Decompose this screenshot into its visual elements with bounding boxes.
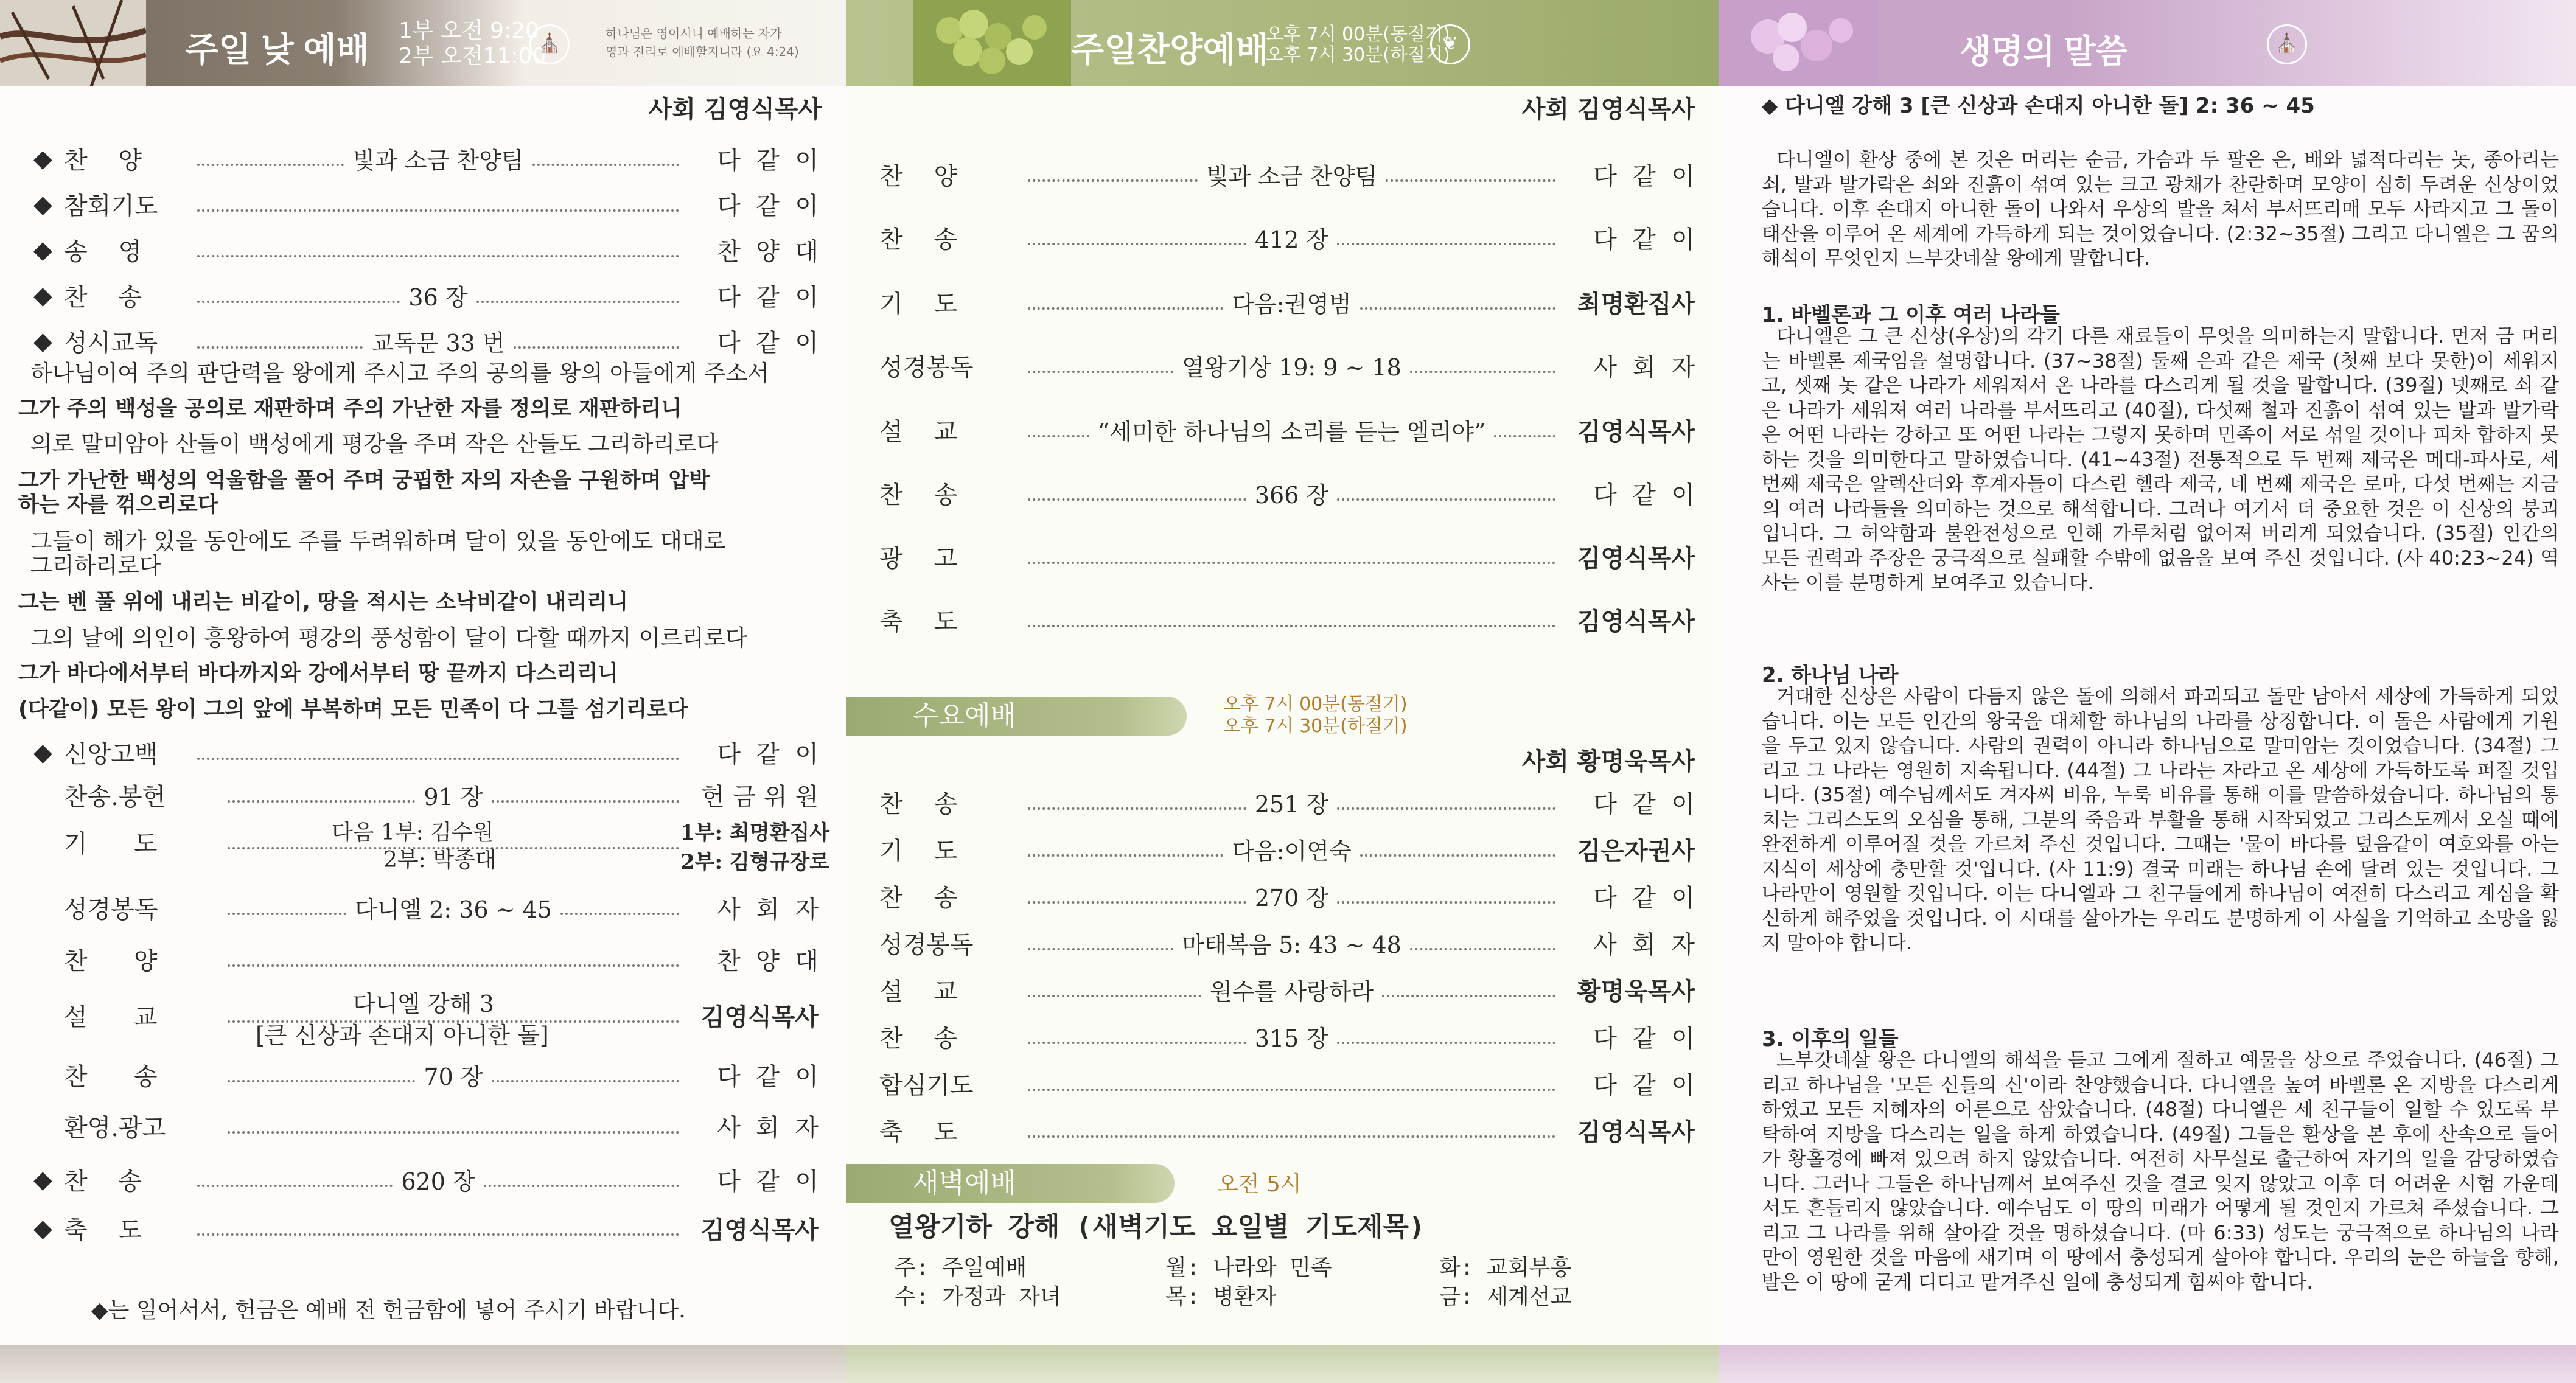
- order-responsible: 다 같 이: [1593, 226, 1695, 254]
- order-detail: 315 장: [1254, 1025, 1329, 1052]
- order-label: 찬 송: [64, 1168, 142, 1196]
- standing-marker: ◆: [33, 281, 52, 310]
- order-label: 축 도: [879, 1118, 958, 1146]
- leader-dots: [1028, 562, 1555, 564]
- order-responsible: 헌 금 위 원: [701, 783, 819, 811]
- order-responsible: 찬 양 대: [717, 238, 819, 266]
- leader-dots: [197, 758, 679, 760]
- order-row: [879, 879, 1695, 913]
- order-label: 설 교: [879, 978, 958, 1006]
- order-responsible: 다 같 이: [717, 284, 819, 312]
- leader-dots: [197, 1233, 679, 1236]
- order-label: 찬 송: [64, 284, 142, 312]
- order-responsible: 다 같 이: [1593, 162, 1695, 190]
- order-detail: 마태복음 5: 43 ~ 48: [1182, 932, 1401, 958]
- order-row: [33, 1211, 819, 1245]
- reading-line: 그들이 해가 있을 동안에도 주를 두려워하며 달이 있을 동안에도 대대로: [30, 528, 726, 554]
- order-detail: 70 장: [424, 1064, 483, 1090]
- order-detail: 91 장: [424, 784, 483, 810]
- order-row: [879, 476, 1695, 510]
- time-2: 오후 7시 30분(하절기): [1266, 44, 1450, 66]
- reading-line: 의로 말미암아 산들이 백성에게 평강을 주며 작은 산들도 그리하리로다: [30, 431, 719, 457]
- order-label: 성경봉독: [879, 354, 974, 381]
- prayer-resp-2: 2부: 김형규장로: [680, 850, 830, 874]
- standing-marker: ◆: [33, 1165, 52, 1194]
- leader-dots: [1028, 243, 1246, 245]
- order-label: 설 교: [64, 1003, 158, 1031]
- prayer-day: 화: 교회부흥: [1439, 1255, 1572, 1280]
- order-responsible: 다 같 이: [1593, 1025, 1695, 1053]
- wednesday-leader: 사회 황명욱목사: [1521, 748, 1695, 776]
- leader-dots: [1360, 307, 1555, 310]
- leader-dots: [197, 164, 344, 166]
- order-row: [33, 187, 819, 221]
- order-label: 성경봉독: [64, 896, 158, 924]
- leader-dots: [1337, 498, 1555, 501]
- reading-line: (다같이) 모든 왕이 그의 앞에 부복하며 모든 민족이 다 그를 섬기리로다: [18, 697, 688, 722]
- order-detail: 270 장: [1254, 885, 1329, 911]
- evening-title: 주일찬양예배: [1071, 30, 1269, 69]
- order-detail: 412 장: [1254, 226, 1329, 253]
- order-row: [33, 735, 819, 770]
- reading-line: 하나님이여 주의 판단력을 왕에게 주시고 주의 공의를 왕의 아들에게 주소서: [30, 360, 769, 386]
- order-detail: 36 장: [408, 284, 468, 311]
- leader-dots: [197, 346, 363, 349]
- sunday-day-leader: 사회 김영식목사: [648, 96, 822, 124]
- order-row: [33, 778, 819, 812]
- leader-dots: [1028, 498, 1246, 501]
- order-row: [879, 832, 1695, 866]
- time-1: 오후 7시 00분(동절기): [1223, 694, 1408, 715]
- order-detail: 원수를 사랑하라: [1209, 978, 1374, 1005]
- wednesday-bar: 수요예배: [846, 697, 1187, 736]
- order-label: 환영.광고: [64, 1114, 166, 1142]
- sunday-day-column: [0, 0, 846, 1383]
- standing-marker: ◆: [33, 327, 52, 355]
- word-series: ◆ 다니엘 강해 3 [큰 신상과 손대지 아니한 돌] 2: 36 ~ 45: [1762, 94, 2315, 118]
- leader-dots: [228, 1131, 679, 1134]
- order-responsible: 다 같 이: [717, 740, 819, 768]
- order-detail: 교독문 33 번: [371, 330, 505, 357]
- order-label: 광 고: [879, 545, 958, 573]
- order-label: 찬 송: [879, 226, 958, 254]
- leader-dots: [492, 1080, 679, 1082]
- prayer-next-2: 2부: 박종대: [383, 848, 497, 873]
- section-3-heading: 3. 이후의 일들: [1762, 1027, 1899, 1051]
- prayer-day: 금: 세계선교: [1439, 1284, 1572, 1309]
- grapes-photo: [913, 0, 1071, 86]
- order-responsible: 다 같 이: [717, 1168, 819, 1196]
- dawn-time: 오전 5시: [1217, 1172, 1302, 1197]
- order-label: 성경봉독: [879, 931, 974, 959]
- order-label: 송 영: [64, 238, 142, 266]
- order-row: [879, 285, 1695, 319]
- dawn-bar: 새벽예배: [846, 1164, 1175, 1203]
- order-responsible: 다 같 이: [1593, 1071, 1695, 1099]
- order-row: [879, 785, 1695, 820]
- leader-dots: [1028, 1042, 1246, 1044]
- order-responsible: 김영식목사: [1577, 1118, 1695, 1146]
- leader-dots: [1410, 371, 1555, 373]
- order-responsible: 사 회 자: [717, 896, 819, 924]
- order-label: 찬송.봉헌: [64, 783, 166, 811]
- order-row: [33, 1109, 819, 1143]
- time-1: 1부 오전 9:20: [399, 18, 539, 43]
- bottom-strip-1: [0, 1345, 846, 1383]
- reading-line: 하는 자를 꺾으리로다: [18, 493, 218, 517]
- prayer-next-1: 다음 1부: 김수원: [332, 820, 494, 845]
- leader-dots: [1028, 1135, 1555, 1138]
- time-2: 오후 7시 30분(하절기): [1223, 716, 1408, 737]
- leader-dots: [1028, 179, 1198, 182]
- leader-dots: [197, 301, 400, 303]
- standing-marker: ◆: [33, 235, 52, 264]
- section-2-body: 거대한 신상은 사람이 다듬지 않은 돌에 의해서 파괴되고 돌만 남아서 세상에 가득하게 되었습니다. 이는 모든 인간의 왕국을 대체할 하나님의 나라를 상징합니다. 이 돌은 사람에게 기원을 두고 있지 않습니다. 사람의 권력이 아니라 하나님으로 말미암는 것이었습니다. (34절) 그리고 그 나라는 영원히 지속됩니다. (44절) 그 나라는 자라고 온 세상에 가득하도록 퍼질 것입니다. (35절) 예수님께서도 겨자씨 비유, 누룩 비유를 통해 이를 말씀하셨습니다. 하나님의 통치는 그리스도의 오심을 통해, 그분의 죽음과 부활을 통해 시작되었고 그리스도께서 오실 때에 완전하게 이루어질 것을 가르쳐 주신 것입니다. 그때는 '물이 바다를 덮음같이 여호와를 아는 지식이 세상에 충만할 것'입니다. (사 11:9) 결국 미래는 하나님 손에 달려 있는 것입니다. 그 나라만이 영원할 것입니다. 이는 다니엘과 그 친구들에게 하나님이 여전히 다스리고 계심을 확신하게 해주었을 것입니다. 이 시대를 살아가는 우리도 분명하게 이 사실을 기억하고 소망을 잃지 말아야 합니다.: [1762, 685, 2559, 954]
- order-label: 찬 양: [64, 147, 142, 175]
- order-row: [879, 1113, 1695, 1148]
- verse-line-2: 영과 진리로 예배할지니라 (요 4:24): [606, 44, 799, 59]
- order-detail: 다니엘 2: 36 ~ 45: [355, 896, 552, 923]
- order-label: 신앙고백: [64, 740, 158, 768]
- order-responsible: 김영식목사: [1577, 418, 1695, 446]
- order-row: [879, 1066, 1695, 1101]
- order-responsible: 사 회 자: [717, 1114, 819, 1142]
- word-title: 생명의 말씀: [1960, 33, 2127, 70]
- leader-dots: [484, 1185, 679, 1187]
- section-2-heading: 2. 하나님 나라: [1762, 663, 1899, 688]
- reading-line: 그가 주의 백성을 공의로 재판하며 주의 가난한 자를 정의로 재판하리니: [18, 397, 682, 421]
- wednesday-times: [1223, 694, 1408, 737]
- sunday-day-times: [399, 18, 546, 69]
- order-label: 찬 송: [879, 884, 958, 912]
- order-detail: 열왕기상 19: 9 ~ 18: [1182, 354, 1401, 381]
- evening-header: [846, 0, 1719, 86]
- sermon-title-1: 다니엘 강해 3: [353, 991, 494, 1017]
- leader-dots: [492, 800, 679, 803]
- order-detail: 빛과 소금 찬양팀: [352, 147, 524, 174]
- order-responsible: 다 같 이: [1593, 481, 1695, 509]
- sunday-day-header: [0, 0, 846, 86]
- evening-leader: 사회 김영식목사: [1521, 96, 1695, 124]
- standing-marker: ◆: [33, 190, 52, 218]
- prayer-day: 월: 나라와 민족: [1165, 1255, 1332, 1280]
- leader-dots: [1337, 901, 1555, 904]
- leader-dots: [1494, 435, 1555, 437]
- prayer-day: 주: 주일예배: [895, 1255, 1027, 1280]
- standing-marker: ◆: [33, 738, 52, 767]
- order-responsible: 다 같 이: [1593, 790, 1695, 818]
- order-label: 찬 송: [879, 481, 958, 509]
- leader-dots: [1337, 243, 1555, 245]
- leader-dots: [1028, 995, 1201, 997]
- order-label: 찬 양: [64, 947, 158, 975]
- order-detail: “세미한 하나님의 소리를 듣는 엘리야”: [1097, 419, 1486, 445]
- order-row: [33, 890, 819, 925]
- order-responsible: 황명욱목사: [1577, 978, 1695, 1006]
- leader-dots: [197, 255, 679, 257]
- leader-dots: [1028, 307, 1223, 310]
- order-row: [33, 232, 819, 267]
- reading-line: 그의 날에 의인이 흥왕하여 평강의 풍성함이 달이 다할 때까지 이르리로다: [30, 625, 748, 651]
- order-detail: 366 장: [1254, 482, 1329, 509]
- bottom-strip-3: [1719, 1345, 2576, 1383]
- leader-dots: [1337, 807, 1555, 810]
- evening-times: [1266, 24, 1450, 66]
- order-row: [33, 324, 819, 358]
- leader-dots: [228, 1080, 415, 1082]
- order-label: 설 교: [879, 418, 958, 446]
- order-detail: 다음:권영범: [1232, 291, 1352, 318]
- order-row: [879, 157, 1695, 192]
- reading-line: 그가 바다에서부터 바다까지와 강에서부터 땅 끝까지 다스리리니: [18, 661, 618, 686]
- evening-column: [846, 0, 1719, 1383]
- order-responsible: 다 같 이: [717, 329, 819, 357]
- order-responsible: 사 회 자: [1593, 931, 1695, 959]
- order-row: [33, 278, 819, 313]
- order-label: 기 도: [64, 830, 158, 858]
- leader-dots: [1410, 948, 1555, 950]
- order-label: 기 도: [879, 837, 958, 865]
- word-header: [1719, 0, 2576, 86]
- section-1-heading: 1. 바벨론과 그 이후 여러 나라들: [1762, 303, 2060, 327]
- order-responsible: 사 회 자: [1593, 354, 1695, 381]
- order-responsible: 다 같 이: [717, 147, 819, 175]
- order-label: 성시교독: [64, 329, 158, 357]
- order-row: [879, 539, 1695, 574]
- leader-dots: [1028, 807, 1246, 810]
- section-3-body: 느부갓네살 왕은 다니엘의 해석을 듣고 그에게 절하고 예물을 상으로 주었습니다. (46절) 그리고 하나님을 '모든 신들의 신'이라 찬양했습니다. 다니엘을 높여 바벨론 온 지방을 다스리게 하였고 모든 지혜자의 어른으로 삼았습니다. (48절) 다니엘은 세 친구들이 일할 수 있도록 부탁하여 지방을 다스리는 일을 하게 하였습니다. (49절) 그들은 환상을 본 후에 산속으로 들어가 황홀경에 빠져 있으려 하지 않았습니다. 여전히 사무실로 출근하여 자기의 일을 감당하였습니다. 그러나 그들은 하나님께서 보여주신 것을 결코 잊지 않았고 이후 더 어려운 시험 가운데서도 흔들리지 않았습니다. 예수님도 이 땅의 미래가 어떻게 될 것인지 가르쳐 주셨습니다. 그리고 그 나라를 위해 살아갈 것을 명하셨습니다. (마 6:33) 성도는 궁극적으로 하나님의 나라만이 영원한 것을 마음에 새기며 이 땅에서 충성되게 살아야 합니다. 우리의 눈은 하늘을 향해, 발은 이 땅에 굳게 디디고 맡겨주신 일에 충성되게 힘써야 합니다.: [1762, 1048, 2559, 1294]
- leader-dots: [476, 301, 679, 303]
- leader-dots: [228, 913, 346, 915]
- order-label: 기 도: [879, 290, 958, 318]
- leader-dots: [1028, 1089, 1555, 1091]
- leader-dots: [532, 164, 679, 166]
- leader-dots: [1028, 435, 1089, 437]
- leader-dots: [1382, 995, 1555, 997]
- sunday-day-title: 주일 낮 예배: [186, 30, 369, 69]
- standing-marker: ◆: [33, 1214, 52, 1242]
- order-responsible: 김영식목사: [1577, 545, 1695, 573]
- leader-dots: [560, 913, 679, 915]
- flower-photo: [1719, 0, 1877, 86]
- church-icon: ⛪: [529, 24, 570, 64]
- sunday-day-verse: [606, 24, 799, 61]
- leader-dots: [228, 800, 415, 803]
- offering-note: ◆는 일어서서, 헌금은 예배 전 헌금함에 넣어 주시기 바랍니다.: [91, 1298, 686, 1323]
- order-responsible: 다 같 이: [717, 192, 819, 220]
- order-responsible: 다 같 이: [717, 1063, 819, 1091]
- order-responsible: 다 같 이: [1593, 884, 1695, 912]
- order-row: [879, 1019, 1695, 1054]
- leader-dots: [1028, 854, 1223, 857]
- order-responsible: 찬 양 대: [717, 947, 819, 975]
- order-label: 찬 송: [879, 1025, 958, 1053]
- standing-marker: ◆: [33, 144, 52, 173]
- leader-dots: [197, 1185, 393, 1187]
- order-responsible: 김은자권사: [1577, 837, 1695, 865]
- word-intro: 다니엘이 환상 중에 본 것은 머리는 순금, 가슴과 두 팔은 은, 배와 넓적다리는 놋, 종아리는 쇠, 발과 발가락은 쇠와 진흙이 섞여 있는 크고 광채가 찬란하며 모양이 심히 두려운 신상이었습니다. 이후 손대지 아니한 돌이 나와서 우상의 발을 쳐서 부서뜨리매 모두 사라지고 그 돌이 태산을 이루어 온 세계에 가득하게 되는 것이었습니다. (2:32~35절) 그리고 다니엘은 그 꿈의 해석이 무엇인지 느부갓네살 왕에게 말합니다.: [1762, 148, 2559, 270]
- church-icon: ⛪: [2267, 24, 2307, 64]
- leader-dots: [1028, 625, 1555, 627]
- prayer-day: 목: 병환자: [1165, 1284, 1277, 1309]
- leader-dots: [1028, 901, 1246, 904]
- order-row: [879, 602, 1695, 637]
- order-row: [879, 220, 1695, 255]
- prayer-day: 수: 가정과 자녀: [895, 1284, 1061, 1309]
- order-detail: 다음:이연숙: [1232, 838, 1352, 865]
- verse-line-1: 하나님은 영이시니 예배하는 자가: [606, 26, 782, 41]
- thorns-photo: [0, 0, 146, 86]
- order-responsible: 김영식목사: [700, 1216, 819, 1244]
- order-label: 축 도: [879, 608, 958, 636]
- order-responsible: 김영식목사: [700, 1003, 819, 1031]
- reading-line: 그리하리로다: [30, 552, 161, 579]
- prayer-resp-1: 1부: 최명환집사: [680, 821, 830, 845]
- order-row: [879, 925, 1695, 960]
- leader-dots: [228, 964, 679, 967]
- order-label: 합심기도: [879, 1071, 974, 1099]
- order-row: [879, 348, 1695, 383]
- leader-dots: [1360, 854, 1555, 857]
- order-row: [33, 1162, 819, 1197]
- order-row: [879, 972, 1695, 1007]
- order-label: 찬 송: [64, 1063, 158, 1091]
- order-responsible: 김영식목사: [1577, 608, 1695, 636]
- order-label: 축 도: [64, 1216, 142, 1244]
- section-1-body: 다니엘은 그 큰 신상(우상)의 각기 다른 재료들이 무엇을 의미하는지 말합니다. 먼저 금 머리는 바벨론 제국임을 설명합니다. (37~38절) 둘째 은과 같은 제국 (첫째 보다 못한)이 세워지고, 셋째 놋 같은 나라가 세워져서 온 나라를 다스리게 될 것을 말합니다. (39절) 넷째로 쇠 같은 나라가 세워져 여러 나라를 부서뜨리고 (40절), 다섯째 철과 진흙이 섞여 있는 발과 발가락은 어떤 나라는 강하고 또 어떤 나라는 그렇지 못하며 민족이 서로 섞일 것이나 피차 합하지 못하는 것을 의미한다고 말하였습니다. (41~43절) 전통적으로 두 번째 제국은 메대-파사로, 세 번째 제국은 알렉산더와 후계자들이 다스린 헬라 제국, 네 번째 제국은 로마, 다섯 번째는 지금의 여러 나라들을 의미하는 것으로 해석합니다. 그러나 여기서 더 중요한 것은 이 신상의 붕괴입니다. 그 허약함과 불완전성으로 인해 가루처럼 없어져 버리게 되었습니다. (35절) 인간의 모든 권력과 주장은 궁극적으로 실패할 수밖에 없음을 보여 주신 것입니다. (사 40:23~24) 역사는 이를 분명하게 보여주고 있습니다.: [1762, 324, 2559, 594]
- time-2: 2부 오전11:00: [399, 44, 546, 69]
- word-column: [1719, 0, 2576, 1383]
- order-responsible: 최명환집사: [1577, 290, 1695, 318]
- order-row: [33, 141, 819, 176]
- order-label: 참회기도: [64, 192, 158, 220]
- dawn-heading: 열왕기하 강해 (새벽기도 요일별 기도제목): [888, 1211, 1425, 1242]
- time-1: 오후 7시 00분(동절기): [1266, 24, 1450, 45]
- order-detail: 620 장: [401, 1168, 475, 1195]
- order-detail: 빛과 소금 찬양팀: [1206, 163, 1378, 190]
- order-label: 찬 송: [879, 790, 958, 818]
- leader-dots: [1028, 948, 1173, 950]
- order-row: [33, 1057, 819, 1092]
- leader-dots: [1337, 1042, 1555, 1044]
- leader-dots: [1386, 179, 1555, 182]
- order-row: [879, 413, 1695, 447]
- leader-dots: [1028, 371, 1173, 373]
- order-label: 찬 양: [879, 162, 958, 190]
- sermon-title-2: [큰 신상과 손대지 아니한 돌]: [256, 1022, 549, 1049]
- reading-line: 그는 벤 풀 위에 내리는 비같이, 땅을 적시는 소낙비같이 내리리니: [18, 590, 629, 615]
- reading-line: 그가 가난한 백성의 억울함을 풀어 주며 궁핍한 자의 자손을 구원하며 압박: [18, 469, 710, 493]
- leaf-icon: ❦: [1430, 24, 1470, 64]
- leader-dots: [514, 346, 679, 349]
- leader-dots: [197, 209, 679, 212]
- bottom-strip-2: [846, 1345, 1719, 1383]
- order-row: [33, 942, 819, 977]
- order-detail: 251 장: [1254, 791, 1329, 818]
